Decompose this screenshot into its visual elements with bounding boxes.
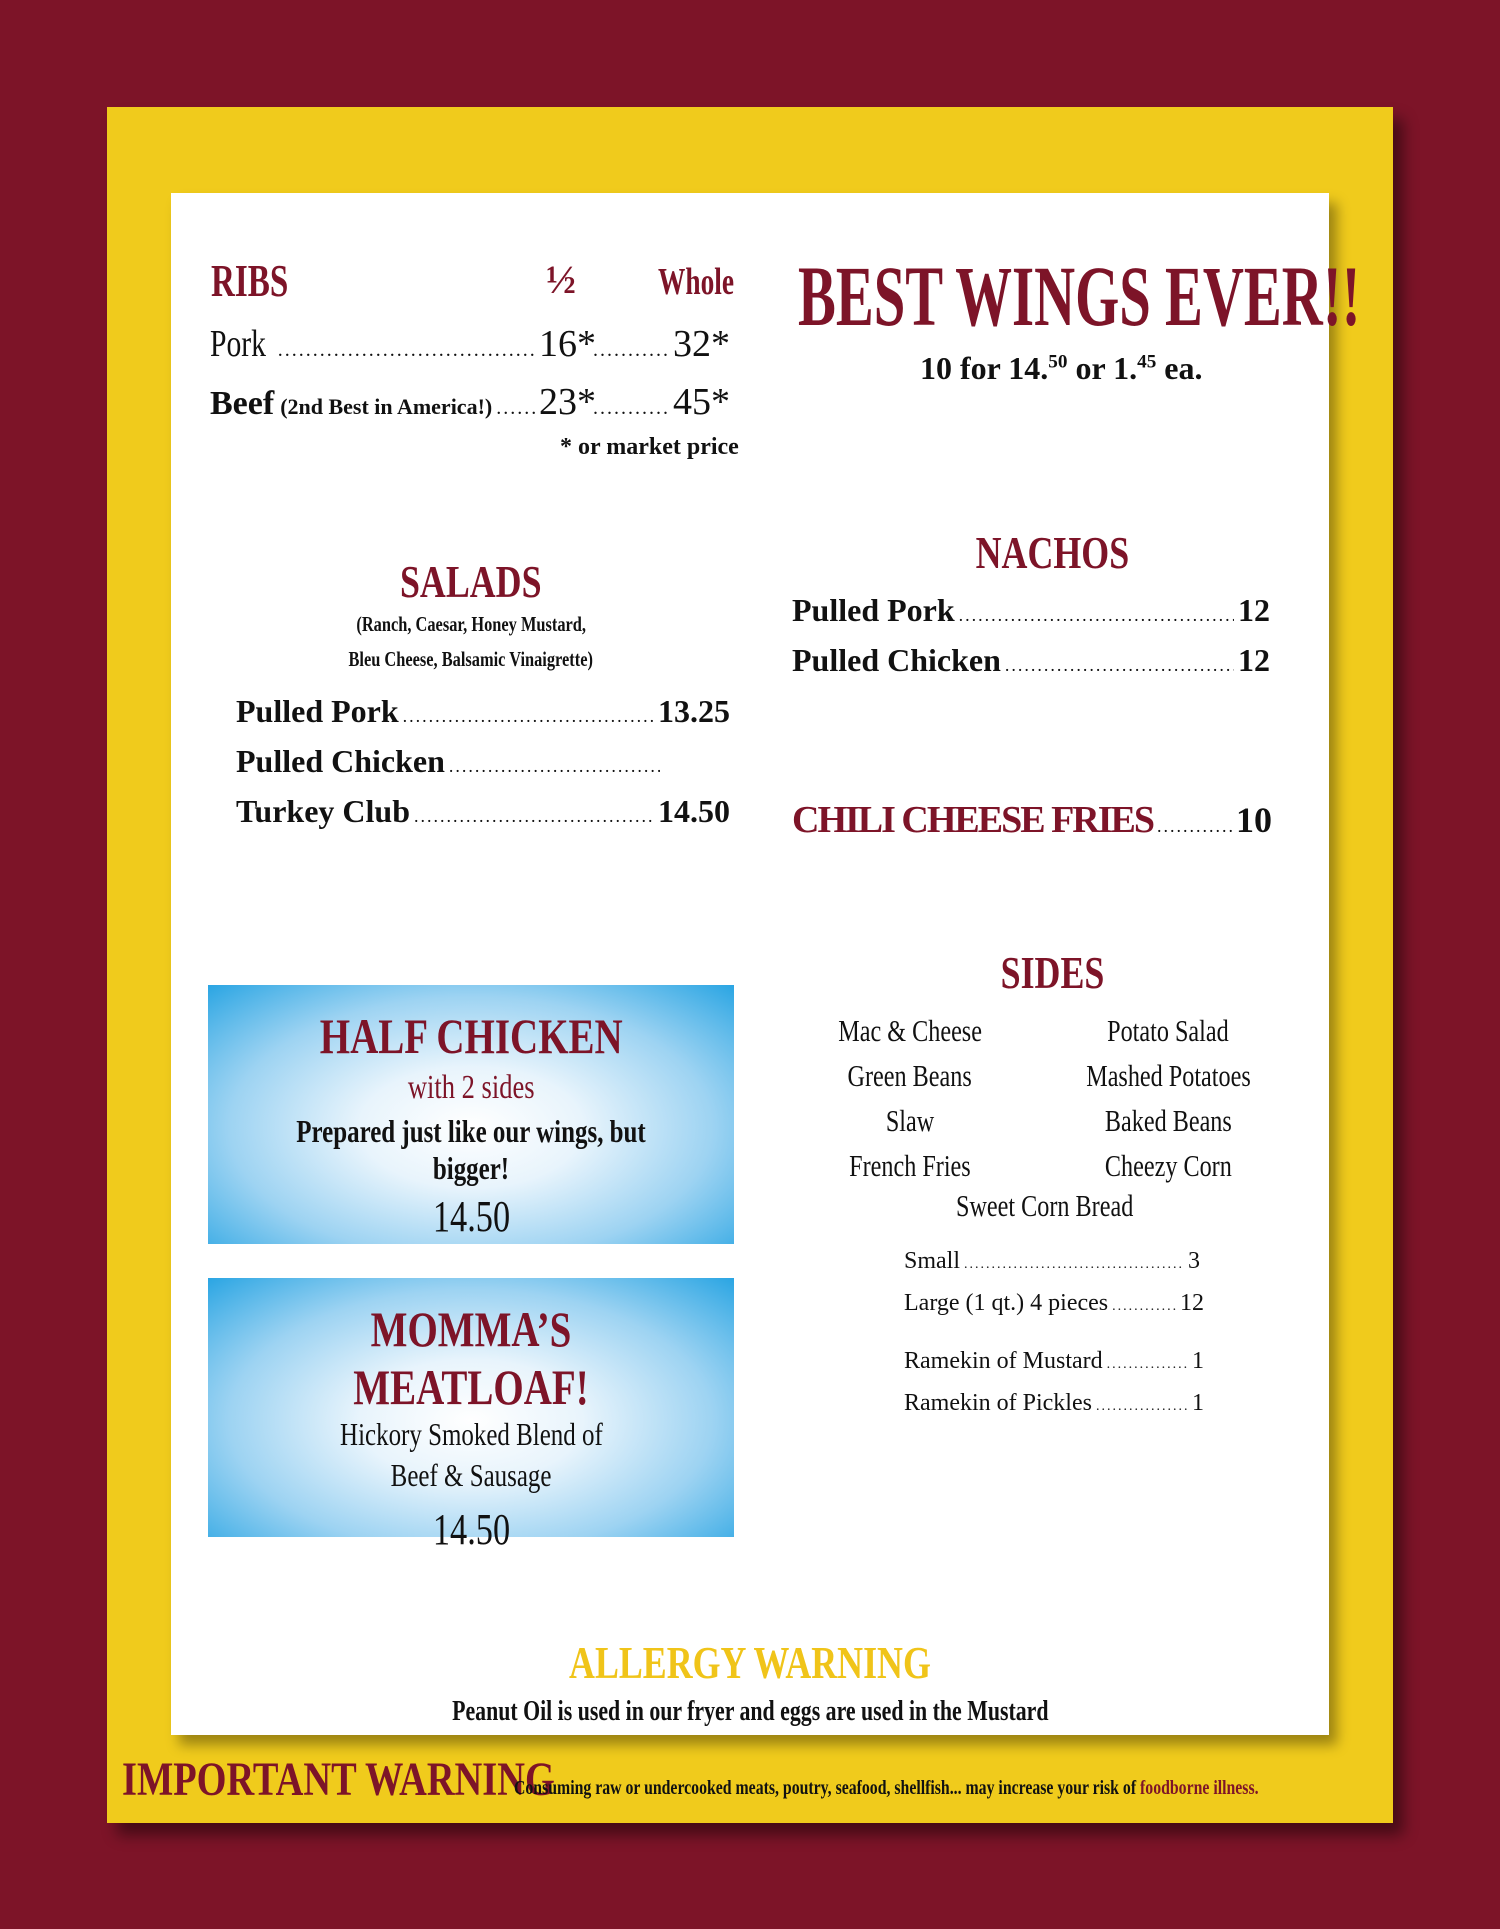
- meatloaf-desc-2: [208, 1457, 734, 1494]
- leader-dots: [403, 706, 654, 727]
- side-item-text: French Fries: [849, 1148, 971, 1183]
- meatloaf-price: [208, 1504, 734, 1555]
- ribs-row-pork: [210, 322, 730, 366]
- salads-title: [208, 555, 734, 608]
- leader-dots: [496, 397, 535, 420]
- half-chicken-title-text: HALF CHICKEN: [319, 1008, 623, 1064]
- ribs-whole-header: Whole: [658, 261, 735, 303]
- chili-fries-price: 10: [1236, 800, 1272, 840]
- side-item: [1048, 1053, 1288, 1098]
- salads-item-price: 13.25: [658, 693, 730, 729]
- half-chicken-subtitle-text: with 2 sides: [407, 1069, 535, 1106]
- salads-title-text: SALADS: [400, 556, 542, 607]
- wings-price-a: 10 for 14.: [920, 350, 1049, 386]
- allergy-text: [171, 1696, 1329, 1728]
- ribs-whole-price: 32*: [673, 323, 730, 365]
- salads-dressings-1-text: (Ranch, Caesar, Honey Mustard,: [356, 612, 586, 636]
- wings-price-end: ea.: [1156, 350, 1203, 386]
- ribs-item-name: Pork: [210, 323, 267, 365]
- side-item-text: Mashed Potatoes: [1085, 1058, 1251, 1093]
- important-highlight: foodborne illness.: [1140, 1777, 1259, 1799]
- side-item: [790, 1008, 1030, 1053]
- wings-price-b-cents: 45: [1137, 351, 1157, 373]
- meatloaf-promo: [208, 1278, 734, 1554]
- leader-dots: [593, 397, 669, 420]
- leader-dots: [1096, 1399, 1188, 1415]
- nachos-item-name: Pulled Pork: [792, 592, 955, 628]
- wings-price-a-cents: 50: [1048, 351, 1068, 373]
- side-item: [790, 1143, 1030, 1188]
- salads-row-chicken: [236, 743, 664, 780]
- side-item-text: Potato Salad: [1107, 1013, 1229, 1048]
- salads-dressings-1: [208, 612, 734, 637]
- ribs-title: RIBS: [211, 255, 289, 306]
- half-chicken-price-text: 14.50: [432, 1192, 510, 1241]
- sides-price-large: [904, 1290, 1204, 1317]
- leader-dots: [1112, 1299, 1176, 1315]
- salads-dressings-2-text: Bleu Cheese, Balsamic Vinaigrette): [348, 647, 594, 671]
- side-item: [790, 1053, 1030, 1098]
- meatloaf-title: [208, 1300, 734, 1416]
- wings-price-mid: or 1.: [1067, 350, 1138, 386]
- sides-price-value: 1: [1192, 1390, 1204, 1416]
- sides-price-value: 12: [1180, 1290, 1204, 1316]
- meatloaf-desc-2-text: Beef & Sausage: [390, 1457, 552, 1493]
- sides-price-name: Large (1 qt.) 4 pieces: [904, 1290, 1109, 1316]
- sides-price-name: Ramekin of Mustard: [904, 1348, 1103, 1374]
- nachos-row-pork: [792, 592, 1270, 629]
- nachos-title-text: NACHOS: [975, 527, 1129, 578]
- ribs-whole-price: 45*: [673, 381, 730, 423]
- side-item-text: Baked Beans: [1104, 1103, 1232, 1138]
- sides-list-right: [1048, 1008, 1288, 1188]
- sides-price-value: 3: [1188, 1248, 1200, 1274]
- half-chicken-title: [208, 1007, 734, 1065]
- side-item-text: Mac & Cheese: [838, 1013, 982, 1048]
- meatloaf-desc-1-text: Hickory Smoked Blend of: [339, 1416, 603, 1452]
- chili-fries-name: CHILI CHEESE FRIES: [792, 799, 1154, 841]
- leader-dots: [278, 339, 535, 362]
- wings-title: BEST WINGS EVER!!: [798, 248, 1361, 344]
- half-chicken-subtitle: [208, 1069, 734, 1107]
- sides-price-mustard: [904, 1348, 1204, 1375]
- side-item: [1048, 1008, 1288, 1053]
- salads-dressings-2: [208, 647, 734, 672]
- nachos-item-name: Pulled Chicken: [792, 642, 1001, 678]
- leader-dots: [593, 339, 669, 362]
- leader-dots: [964, 1257, 1184, 1273]
- side-item: [1048, 1143, 1288, 1188]
- important-text: [514, 1777, 1259, 1800]
- wings-price: [920, 350, 1202, 387]
- salads-item-name: Pulled Pork: [236, 693, 399, 729]
- nachos-item-price: 12: [1238, 642, 1270, 678]
- salads-row-turkey: [236, 793, 730, 830]
- half-chicken-desc: [208, 1113, 734, 1187]
- side-item-text: Green Beans: [847, 1058, 973, 1093]
- ribs-item-note: (2nd Best in America!): [280, 394, 493, 419]
- leader-dots: [449, 756, 660, 777]
- salads-item-price: 14.50: [658, 793, 730, 829]
- allergy-title-text: ALLERGY WARNING: [569, 1637, 931, 1688]
- sides-title-text: SIDES: [1000, 947, 1104, 998]
- side-item: [790, 1098, 1030, 1143]
- leader-dots: [414, 806, 654, 827]
- side-item: [1048, 1098, 1288, 1143]
- nachos-title: [792, 526, 1312, 579]
- ribs-item-name: Beef: [210, 385, 275, 422]
- ribs-row-beef: [210, 380, 730, 424]
- nachos-row-chicken: [792, 642, 1270, 679]
- nachos-item-price: 12: [1238, 592, 1270, 628]
- side-item-text: Slaw: [885, 1103, 935, 1138]
- salads-row-pork: [236, 693, 730, 730]
- ribs-footnote: * or market price: [560, 434, 739, 460]
- important-text-content: Consuming raw or undercooked meats, poutry, seafood, shellfish... may increase your risk of: [514, 1777, 1141, 1799]
- side-item-text: Sweet Corn Bread: [956, 1188, 1134, 1223]
- chili-fries-row: [792, 798, 1272, 842]
- ribs-half-price: 16*: [539, 323, 596, 365]
- leader-dots: [1107, 1357, 1188, 1373]
- side-item-text: Cheezy Corn: [1104, 1148, 1232, 1183]
- sides-title: [792, 946, 1312, 999]
- leader-dots: [1005, 655, 1234, 676]
- sides-price-value: 1: [1192, 1348, 1204, 1374]
- meatloaf-desc-1: [208, 1416, 734, 1453]
- important-title: IMPORTANT WARNING: [122, 1753, 555, 1806]
- allergy-title: [171, 1636, 1329, 1689]
- ribs-half-price: 23*: [539, 381, 596, 423]
- leader-dots: [959, 605, 1234, 626]
- sides-price-small: [904, 1248, 1200, 1275]
- half-chicken-price: [208, 1191, 734, 1242]
- ribs-half-header: ½: [546, 257, 576, 302]
- meatloaf-price-text: 14.50: [432, 1505, 510, 1554]
- sides-price-name: Ramekin of Pickles: [904, 1390, 1092, 1416]
- allergy-text-content: Peanut Oil is used in our fryer and eggs are used in the Mustard: [451, 1696, 1049, 1727]
- sides-price-name: Small: [904, 1248, 961, 1274]
- side-item-bottom: [870, 1188, 1220, 1224]
- leader-dots: [1157, 816, 1232, 837]
- meatloaf-title-text: MOMMA’S MEATLOAF!: [353, 1301, 589, 1415]
- half-chicken-promo: [208, 985, 734, 1244]
- sides-price-pickles: [904, 1390, 1204, 1417]
- sides-list-left: [790, 1008, 1030, 1188]
- half-chicken-desc-text: Prepared just like our wings, but bigger!: [296, 1113, 646, 1186]
- salads-item-name: Pulled Chicken: [236, 743, 445, 779]
- salads-item-name: Turkey Club: [236, 793, 410, 829]
